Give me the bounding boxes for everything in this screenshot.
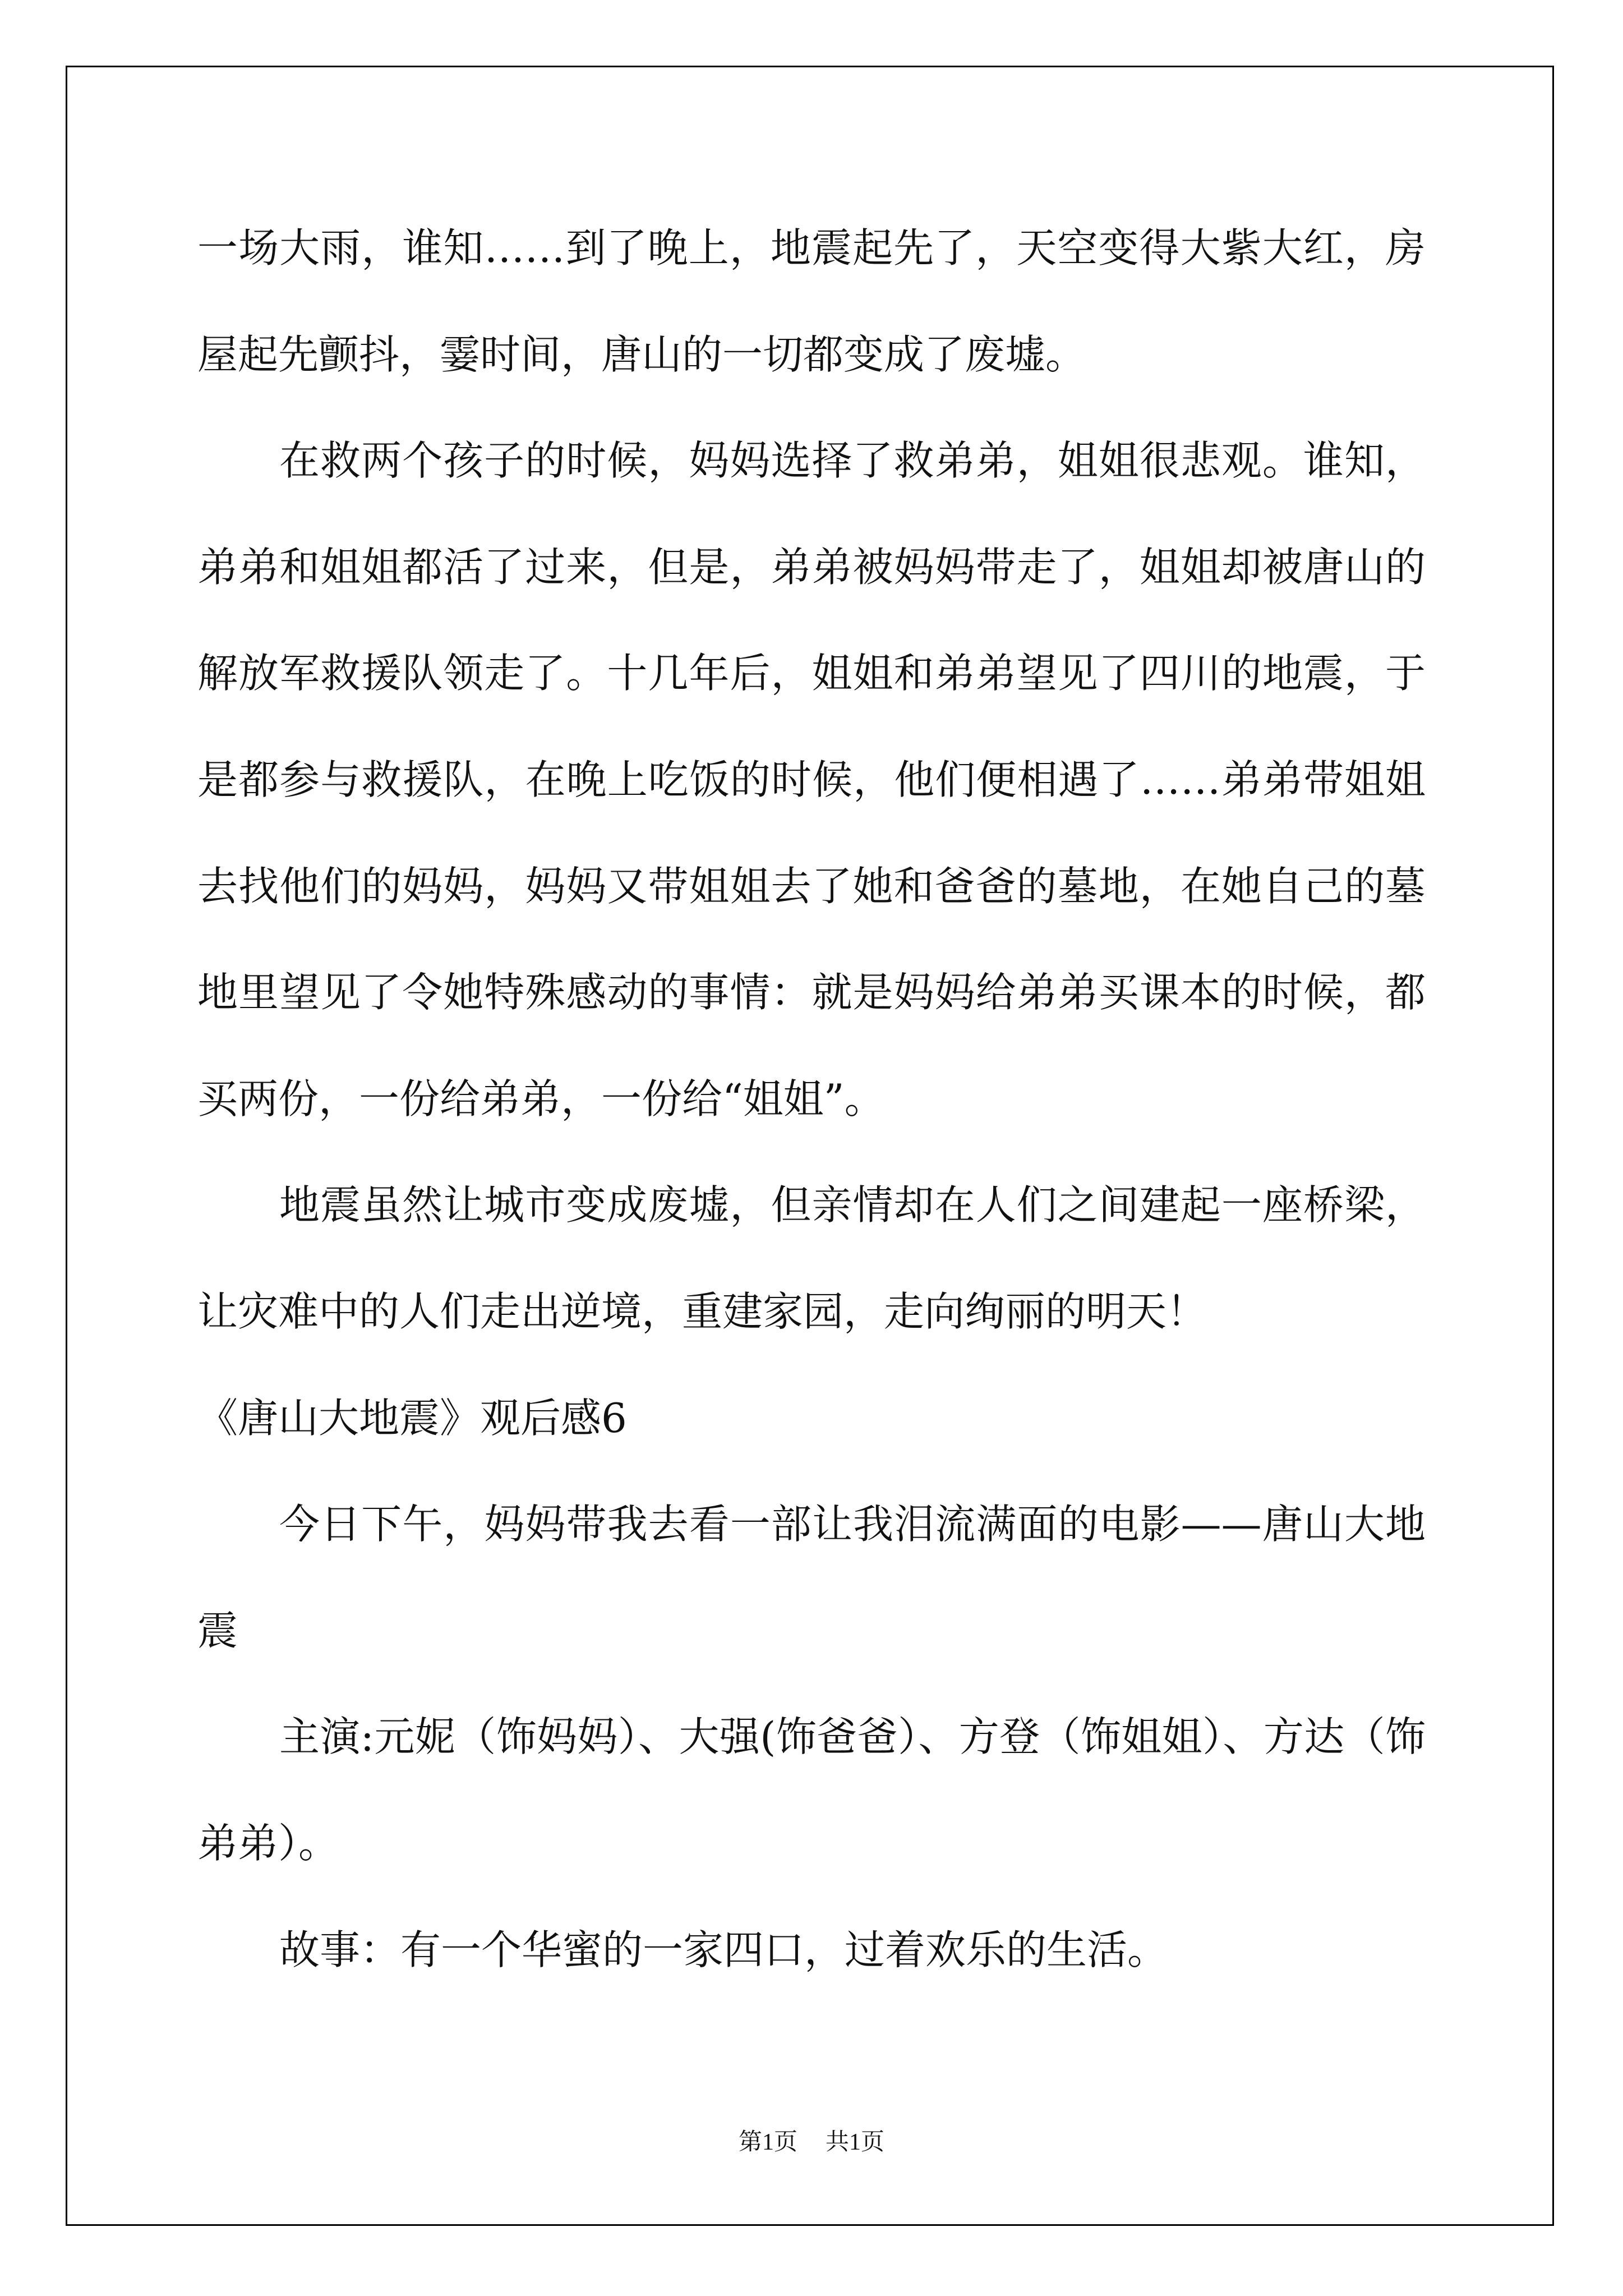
paragraph — [197, 1684, 1426, 1897]
text-line: 去找他们的妈妈，妈妈又带姐姐去了她和爸爸的墓地，在她自己的墓 — [197, 862, 1426, 910]
text-line: 故事：有一个华蜜的一家四口，过着欢乐的生活。 — [279, 1926, 1168, 1973]
page-footer — [0, 2129, 1623, 2156]
paragraph — [197, 1152, 1426, 1365]
text-line: 地震虽然让城市变成废墟，但亲情却在人们之间建起一座桥梁， — [279, 1181, 1426, 1229]
document-body — [197, 195, 1426, 2003]
text-line: 解放军救援队领走了。十几年后，姐姐和弟弟望见了四川的地震，于 — [197, 650, 1426, 697]
text-line: 是都参与救援队，在晚上吃饭的时候，他们便相遇了……弟弟带姐姐 — [197, 756, 1426, 803]
text-line: 今日下午，妈妈带我去看一部让我泪流满面的电影——唐山大地 — [279, 1501, 1426, 1548]
text-line: 让灾难中的人们走出逆境，重建家园，走向绚丽的明天！ — [197, 1287, 1207, 1335]
text-line: 震 — [197, 1607, 238, 1654]
text-line: 弟弟和姐姐都活了过来，但是，弟弟被妈妈带走了，姐姐却被唐山的 — [197, 543, 1426, 591]
text-line: 弟弟）。 — [197, 1819, 339, 1867]
text-line: 地里望见了令她特殊感动的事情：就是妈妈给弟弟买课本的时候，都 — [197, 969, 1426, 1016]
paragraph — [197, 408, 1426, 1152]
text-line: 买两份，一份给弟弟，一份给“姐姐”。 — [197, 1075, 885, 1122]
page-total: 共1页 — [826, 2129, 885, 2155]
section-heading: 《唐山大地震》观后感6 — [197, 1394, 627, 1442]
paragraph — [197, 195, 1426, 408]
page-number: 第1页 — [738, 2129, 797, 2155]
text-line: 在救两个孩子的时候，妈妈选择了救弟弟，姐姐很悲观。谁知， — [279, 437, 1426, 485]
paragraph — [197, 1471, 1426, 1684]
text-line: 屋起先颤抖，霎时间，唐山的一切都变成了废墟。 — [197, 330, 1086, 378]
text-line: 一场大雨，谁知……到了晚上，地震起先了，天空变得大紫大红，房 — [197, 224, 1426, 272]
text-line: 主演:元妮（饰妈妈）、大强(饰爸爸）、方登（饰姐姐）、方达（饰 — [279, 1713, 1426, 1761]
paragraph — [197, 1897, 1426, 2004]
